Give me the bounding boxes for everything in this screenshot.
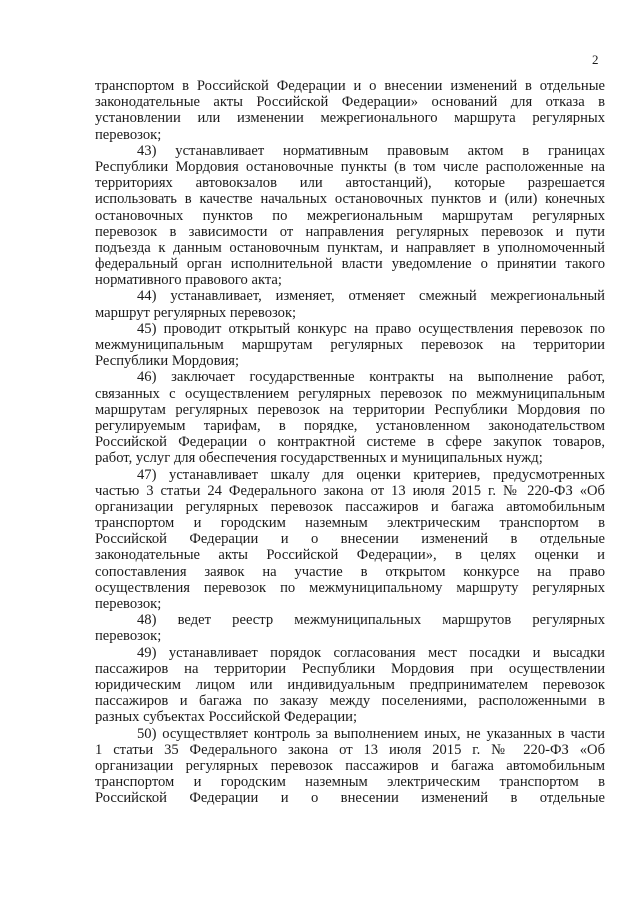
text-line: использовать в качестве начальных остановочных пунктов и (или) конечных [95,191,605,208]
paragraph [95,645,605,726]
text-line: территориях автовокзалов или автостанций), которые разрешается [95,175,605,192]
text-line: транспортом и городским наземным электрическим транспортом в [95,515,605,532]
paragraph [95,467,605,613]
text-line: законодательные акты Российской Федерации», в целях оценки и [95,547,605,564]
text-line: Российской Федерации и о внесении изменений в отдельные [95,531,605,548]
text-line: межмуниципальным маршрутам регулярных перевозок на территории [95,337,605,353]
text-line: связанных с осуществлением регулярных перевозок по межмуниципальным [95,385,605,402]
text-line: Республики Мордовия; [95,353,240,370]
text-line: частью 3 статьи 24 Федерального закона от 13 июля 2015 г. № 220-ФЗ «Об [95,482,605,499]
text-line: 49) устанавливает порядок согласования мест посадки и высадки [137,644,605,661]
text-line: перевозок; [95,126,162,143]
text-line: регулируемым тарифам, в порядке, установленном законодательством [95,417,605,434]
text-line: 46) заключает государственные контракты на выполнение работ, [137,369,605,386]
text-line: установлении или изменении межрегионального маршрута регулярных [95,110,605,127]
text-line: организации регулярных перевозок пассажиров и багажа автомобильным [95,498,605,515]
text-line: Российской Федерации о контрактной системе в сфере закупок товаров, [95,434,605,451]
text-line: нормативного правового акта; [95,272,282,289]
document-body [95,78,605,806]
text-line: 48) ведет реестр межмуниципальных маршрутов регулярных [137,612,605,629]
text-line: перевозок; [95,596,162,612]
text-line: пассажиров на территории Республики Мордовия при осуществлении [95,660,605,677]
text-line: сопоставления заявок на участие в открытом конкурсе на право [95,563,605,580]
text-line: Российской Федерации и о внесении изменений в отдельные [95,790,605,807]
paragraph [95,369,605,466]
text-line: 47) устанавливает шкалу для оценки критериев, предусмотренных [137,466,605,483]
text-line: осуществления перевозок по межмуниципальному маршруту регулярных [95,579,605,596]
text-line: законодательные акты Российской Федерации» оснований для отказа в [95,94,605,111]
text-line: подъезда к данным остановочным пунктам, и направляет в уполномоченный [95,239,605,256]
text-line: работ, услуг для обеспечения государственных и муниципальных нужд; [95,450,543,467]
text-line: 44) устанавливает, изменяет, отменяет смежный межрегиональный [137,288,605,305]
text-line: остановочных пунктов по межрегиональным маршрутам регулярных [95,207,605,224]
text-line: 50) осуществляет контроль за выполнением иных, не указанных в части [137,725,605,742]
text-line: транспортом в Российской Федерации и о внесении изменений в отдельные [95,78,605,94]
paragraph [95,612,605,644]
paragraph [95,321,605,370]
text-line: транспортом и городским наземным электрическим транспортом в [95,774,605,791]
text-line: организации регулярных перевозок пассажиров и багажа автомобильным [95,757,605,774]
text-line: перевозок; [95,628,162,645]
text-line: федеральный орган исполнительной власти уведомление о принятии такого [95,256,605,273]
text-line: пассажиров и багажа по заказу между поселениями, расположенными в [95,693,605,710]
text-line: маршрут регулярных перевозок; [95,304,297,321]
text-line: перевозок в зависимости от направления регулярных перевозок и пути [95,223,605,240]
text-line: 45) проводит открытый конкурс на право осуществления перевозок по [137,320,605,337]
paragraph [95,726,605,807]
paragraph [95,288,605,320]
paragraph [95,143,605,289]
text-line: Республики Мордовия остановочные пункты (в том числе расположенные на [95,158,605,175]
text-line: 1 статьи 35 Федерального закона от 13 июля 2015 г. № 220-ФЗ «Об [95,741,605,758]
page-number: 2 [592,52,599,67]
text-line: юридическим лицом или индивидуальным предпринимателем перевозок [95,676,605,693]
text-line: 43) устанавливает нормативным правовым актом в границах [137,142,605,159]
paragraph [95,78,605,143]
text-line: маршрутам регулярных перевозок на территории Республики Мордовия по [95,401,605,418]
text-line: разных субъектах Российской Федерации; [95,709,357,726]
